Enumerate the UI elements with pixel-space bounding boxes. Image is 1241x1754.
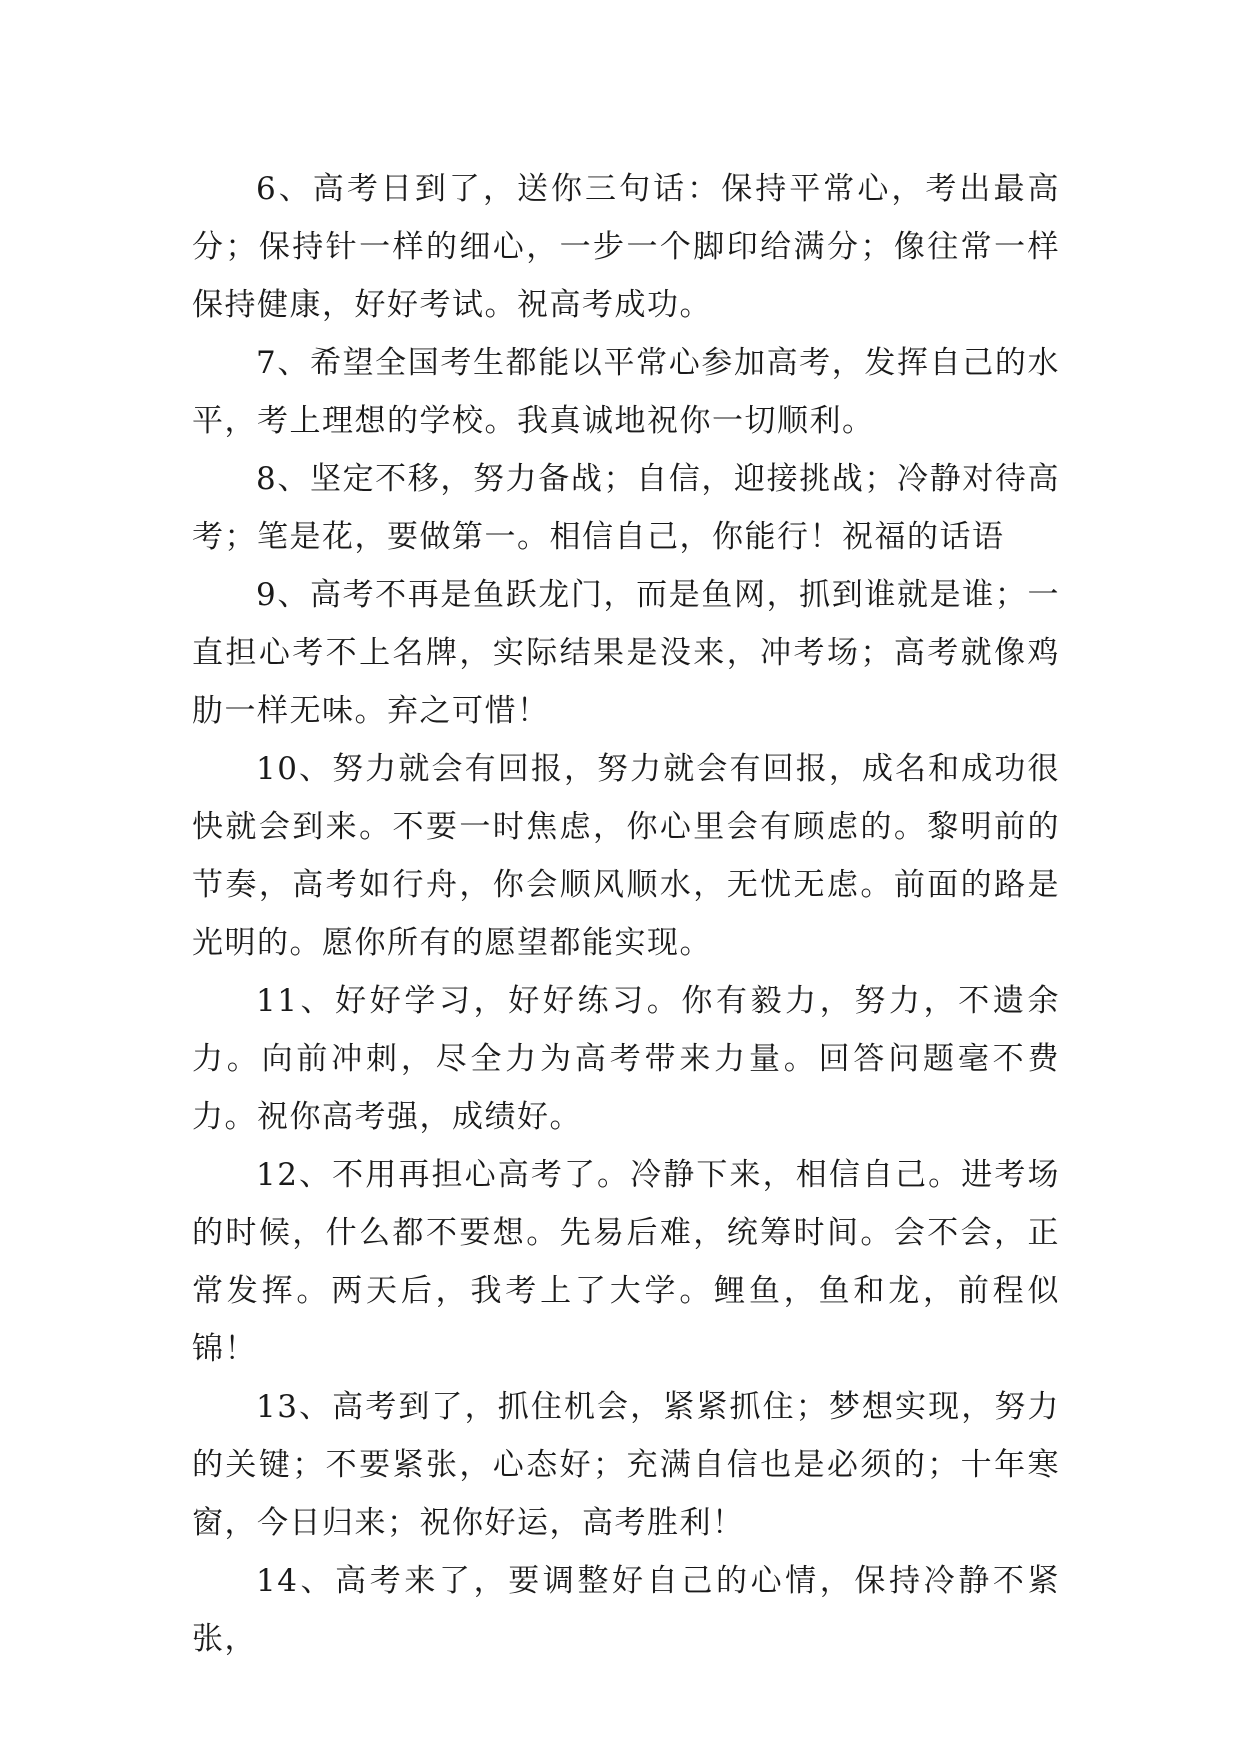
paragraph-8: 8、坚定不移，努力备战；自信，迎接挑战；冷静对待高考；笔是花，要做第一。相信自己，你能行！祝福的话语 bbox=[192, 461, 1060, 555]
paragraph-10: 10、努力就会有回报，努力就会有回报，成名和成功很快就会到来。不要一时焦虑，你心里会有顾虑的。黎明前的节奏，高考如行舟，你会顺风顺水，无忧无虑。前面的路是光明的。愿你所有的愿望都能实现。 bbox=[192, 751, 1060, 961]
paragraph-13: 13、高考到了，抓住机会，紧紧抓住；梦想实现，努力的关键；不要紧张，心态好；充满自信也是必须的；十年寒窗，今日归来；祝你好运，高考胜利！ bbox=[192, 1389, 1060, 1541]
paragraph-6: 6、高考日到了，送你三句话：保持平常心，考出最高分；保持针一样的细心，一步一个脚印给满分；像往常一样保持健康，好好考试。祝高考成功。 bbox=[192, 171, 1060, 323]
paragraph-7: 7、希望全国考生都能以平常心参加高考，发挥自己的水平，考上理想的学校。我真诚地祝你一切顺利。 bbox=[192, 345, 1060, 439]
paragraph-9: 9、高考不再是鱼跃龙门，而是鱼网，抓到谁就是谁；一直担心考不上名牌，实际结果是没来，冲考场；高考就像鸡肋一样无味。弃之可惜！ bbox=[192, 577, 1060, 729]
paragraph-12: 12、不用再担心高考了。冷静下来，相信自己。进考场的时候，什么都不要想。先易后难，统筹时间。会不会，正常发挥。两天后，我考上了大学。鲤鱼，鱼和龙，前程似锦！ bbox=[192, 1157, 1060, 1367]
paragraph-14: 14、高考来了，要调整好自己的心情，保持冷静不紧张， bbox=[192, 1563, 1060, 1657]
paragraph-11: 11、好好学习，好好练习。你有毅力，努力，不遗余力。向前冲刺，尽全力为高考带来力量。回答问题毫不费力。祝你高考强，成绩好。 bbox=[192, 983, 1060, 1135]
document-body bbox=[192, 160, 1060, 1668]
